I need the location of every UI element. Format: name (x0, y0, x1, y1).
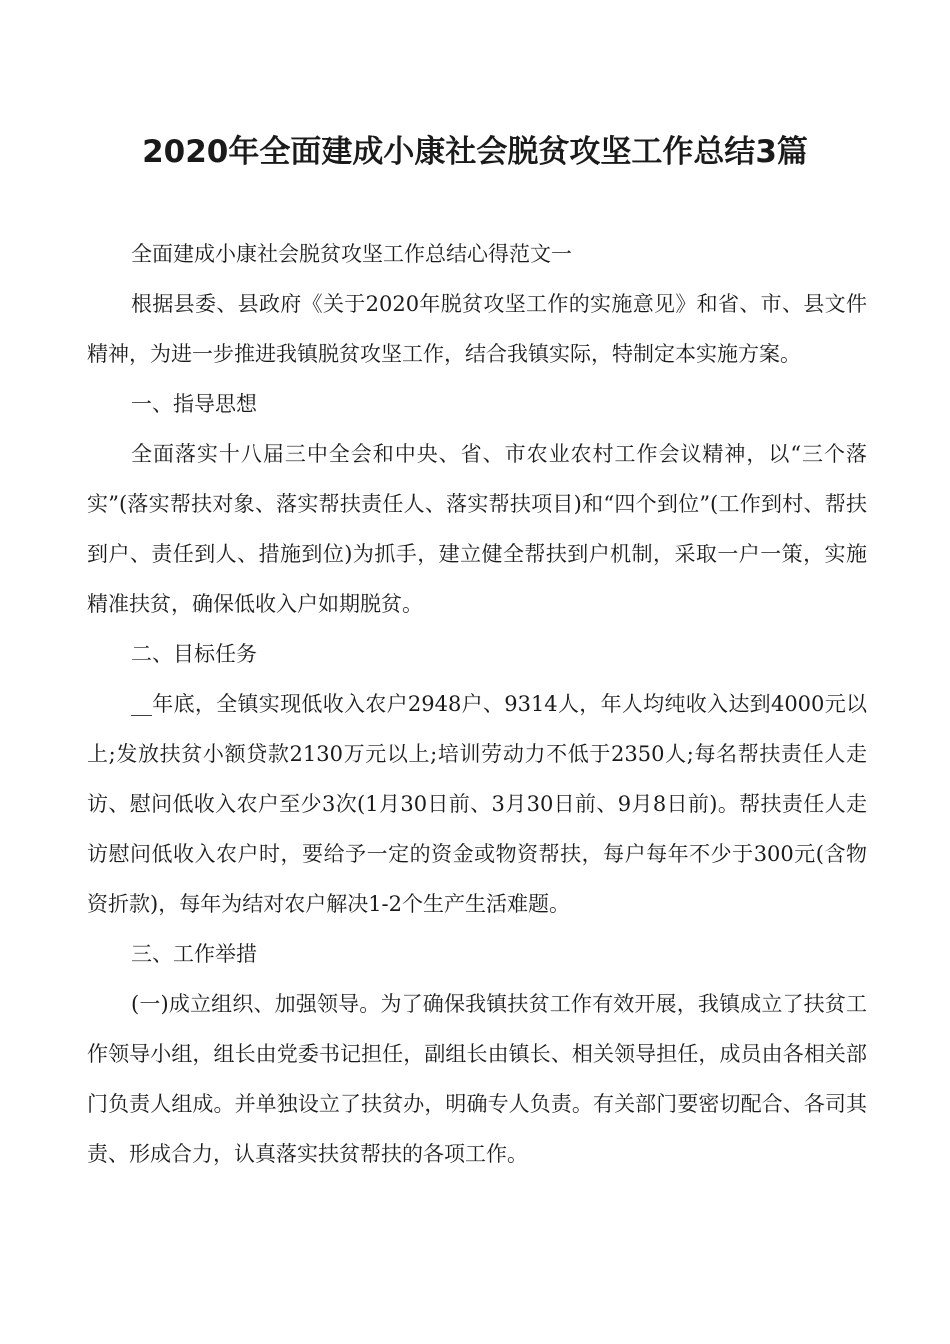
section-heading-measures: 三、工作举措 (131, 942, 257, 966)
section-heading-targets: 二、目标任务 (131, 642, 257, 666)
paragraph-subtitle: 全面建成小康社会脱贫攻坚工作总结心得范文一 (131, 242, 572, 266)
paragraph-targets: __年底，全镇实现低收入农户2948户、9314人，年人均纯收入达到4000元以上;发放扶贫小额贷款2130万元以上;培训劳动力不低于2350人;每名帮扶责任人走访、慰问低收入农户至少3次(1月30日前、3月30日前、9月8日前)。帮扶责任人走访慰问低收入农户时，要给予一定的资金或物资帮扶，每户每年不少于300元(含物资折款)，每年为结对农户解决1-2个生产生活难题。 (87, 692, 867, 916)
paragraph-guiding-ideology: 全面落实十八届三中全会和中央、省、市农业农村工作会议精神，以“三个落实”(落实帮扶对象、落实帮扶责任人、落实帮扶项目)和“四个到位”(工作到村、帮扶到户、责任到人、措施到位)为抓手，建立健全帮扶到户机制，采取一户一策，实施精准扶贫，确保低收入户如期脱贫。 (87, 442, 867, 616)
section-heading-guiding-ideology: 一、指导思想 (131, 392, 257, 416)
paragraph-intro: 根据县委、县政府《关于2020年脱贫攻坚工作的实施意见》和省、市、县文件精神，为进一步推进我镇脱贫攻坚工作，结合我镇实际，特制定本实施方案。 (87, 292, 867, 366)
paragraph-measures-1: (一)成立组织、加强领导。为了确保我镇扶贫工作有效开展，我镇成立了扶贫工作领导小组，组长由党委书记担任，副组长由镇长、相关领导担任，成员由各相关部门负责人组成。并单独设立了扶贫办，明确专人负责。有关部门要密切配合、各司其责、形成合力，认真落实扶贫帮扶的各项工作。 (87, 992, 867, 1166)
document-body (87, 229, 867, 1179)
document-title: 2020年全面建成小康社会脱贫攻坚工作总结3篇 (142, 134, 808, 170)
